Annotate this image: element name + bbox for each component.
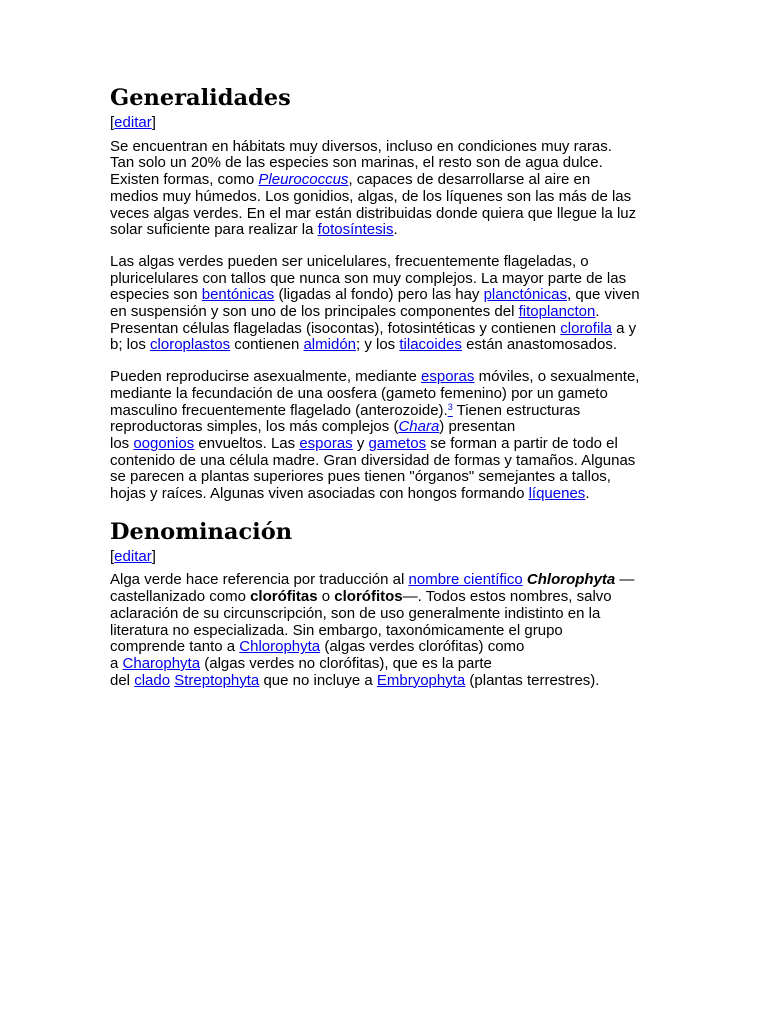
paragraph-reproduccion: Pueden reproducirse asexualmente, mediante esporas móviles, o sexualmente, mediante la fecundación de una oosfera (gameto femenino) por un gameto masculino frecuentemente flagelado (anterozoide).$^3$ Tienen estructuras reproductoras simples, los más complejos (Chara) presentan los oogonios envueltos. Las esporas y gametos se forman a partir de todo el contenido de una célula madre. Gran diversidad de formas y tamaños. Algunas se parecen a plantas superiores pues tienen "órganos" semejantes a tallos, hojas y raíces. Algunas viven asociadas con hongos formando líquenes. xyxy=(110,368,640,503)
link-clorofila[interactable]: clorofila xyxy=(560,319,612,337)
link-chlorophyta[interactable]: Chlorophyta xyxy=(239,638,321,656)
link-streptophyta[interactable]: Streptophyta xyxy=(174,671,260,689)
link-cloroplastos[interactable]: cloroplastos xyxy=(150,336,231,354)
link-chara[interactable]: Chara xyxy=(398,418,440,436)
edit-section-generalidades: [editar] xyxy=(110,114,156,131)
link-tilacoides[interactable]: tilacoides xyxy=(399,336,462,354)
link-pleurococcus[interactable]: Pleurococcus xyxy=(258,171,349,189)
link-bentonicas[interactable]: bentónicas xyxy=(201,286,275,304)
link-charophyta[interactable]: Charophyta xyxy=(122,654,201,672)
link-nombre-cientifico[interactable]: nombre científico xyxy=(408,571,523,589)
edit-link[interactable]: editar xyxy=(114,547,152,565)
footnote-ref-3[interactable]: 3 xyxy=(447,401,453,412)
paragraph-denominacion: Alga verde hace referencia por traducción al nombre científico Chlorophyta — castellanizado como clorófitas o clorófitos—. Todos estos nombres, salvo aclaración de su circunscripción, son de uso generalmente indistinto en la literatura no especializada. Sin embargo, taxonómicamente el grupo comprende tanto a Chlorophyta (algas verdes clorófitas) como a Charophyta (algas verdes no clorófitas), que es la parte del clado Streptophyta que no incluye a Embryophyta (plantas terrestres). xyxy=(110,571,635,689)
section-heading-denominacion: Denominación xyxy=(110,518,293,545)
link-esporas[interactable]: esporas xyxy=(421,368,475,386)
link-gametos[interactable]: gametos xyxy=(368,434,427,452)
link-fitoplancton[interactable]: fitoplancton xyxy=(518,303,596,321)
link-clado[interactable]: clado xyxy=(134,671,171,689)
paragraph-estructura: Las algas verdes pueden ser unicelulares, frecuentemente flageladas, o pluricelulares con tallos que nunca son muy complejos. La mayor parte de las especies son bentónicas (ligadas al fondo) pero las hay planctónicas, que viven en suspensión y son uno de los principales componentes del fitoplancton. Presentan células flageladas (isocontas), fotosintéticas y contienen clorofila a y b; los cloroplastos contienen almidón; y los tilacoides están anastomosados. xyxy=(110,252,640,354)
link-embryophyta[interactable]: Embryophyta xyxy=(376,671,466,689)
edit-section-denominacion: [editar] xyxy=(110,547,156,565)
section-heading-generalidades: Generalidades xyxy=(110,85,291,111)
edit-link[interactable]: editar xyxy=(114,114,152,131)
link-fotosintesis[interactable]: fotosíntesis xyxy=(317,221,394,239)
link-esporas-2[interactable]: esporas xyxy=(299,434,353,452)
article-body xyxy=(110,84,670,704)
paragraph-habitats: Se encuentran en hábitats muy diversos, incluso en condiciones muy raras. Tan solo un 20% de las especies son marinas, el resto son de agua dulce. Existen formas, como Pleurococcus, capaces de desarrollarse al aire en medios muy húmedos. Los gonidios, algas, de los líquenes son las más de las veces algas verdes. En el mar están distribuidas donde quiera que llegue la luz solar suficiente para realizar la fotosíntesis. xyxy=(110,137,637,239)
link-oogonios[interactable]: oogonios xyxy=(133,434,195,452)
link-liquenes[interactable]: líquenes xyxy=(528,485,586,503)
link-planctonicas[interactable]: planctónicas xyxy=(483,286,567,304)
link-almidon[interactable]: almidón xyxy=(303,336,356,354)
